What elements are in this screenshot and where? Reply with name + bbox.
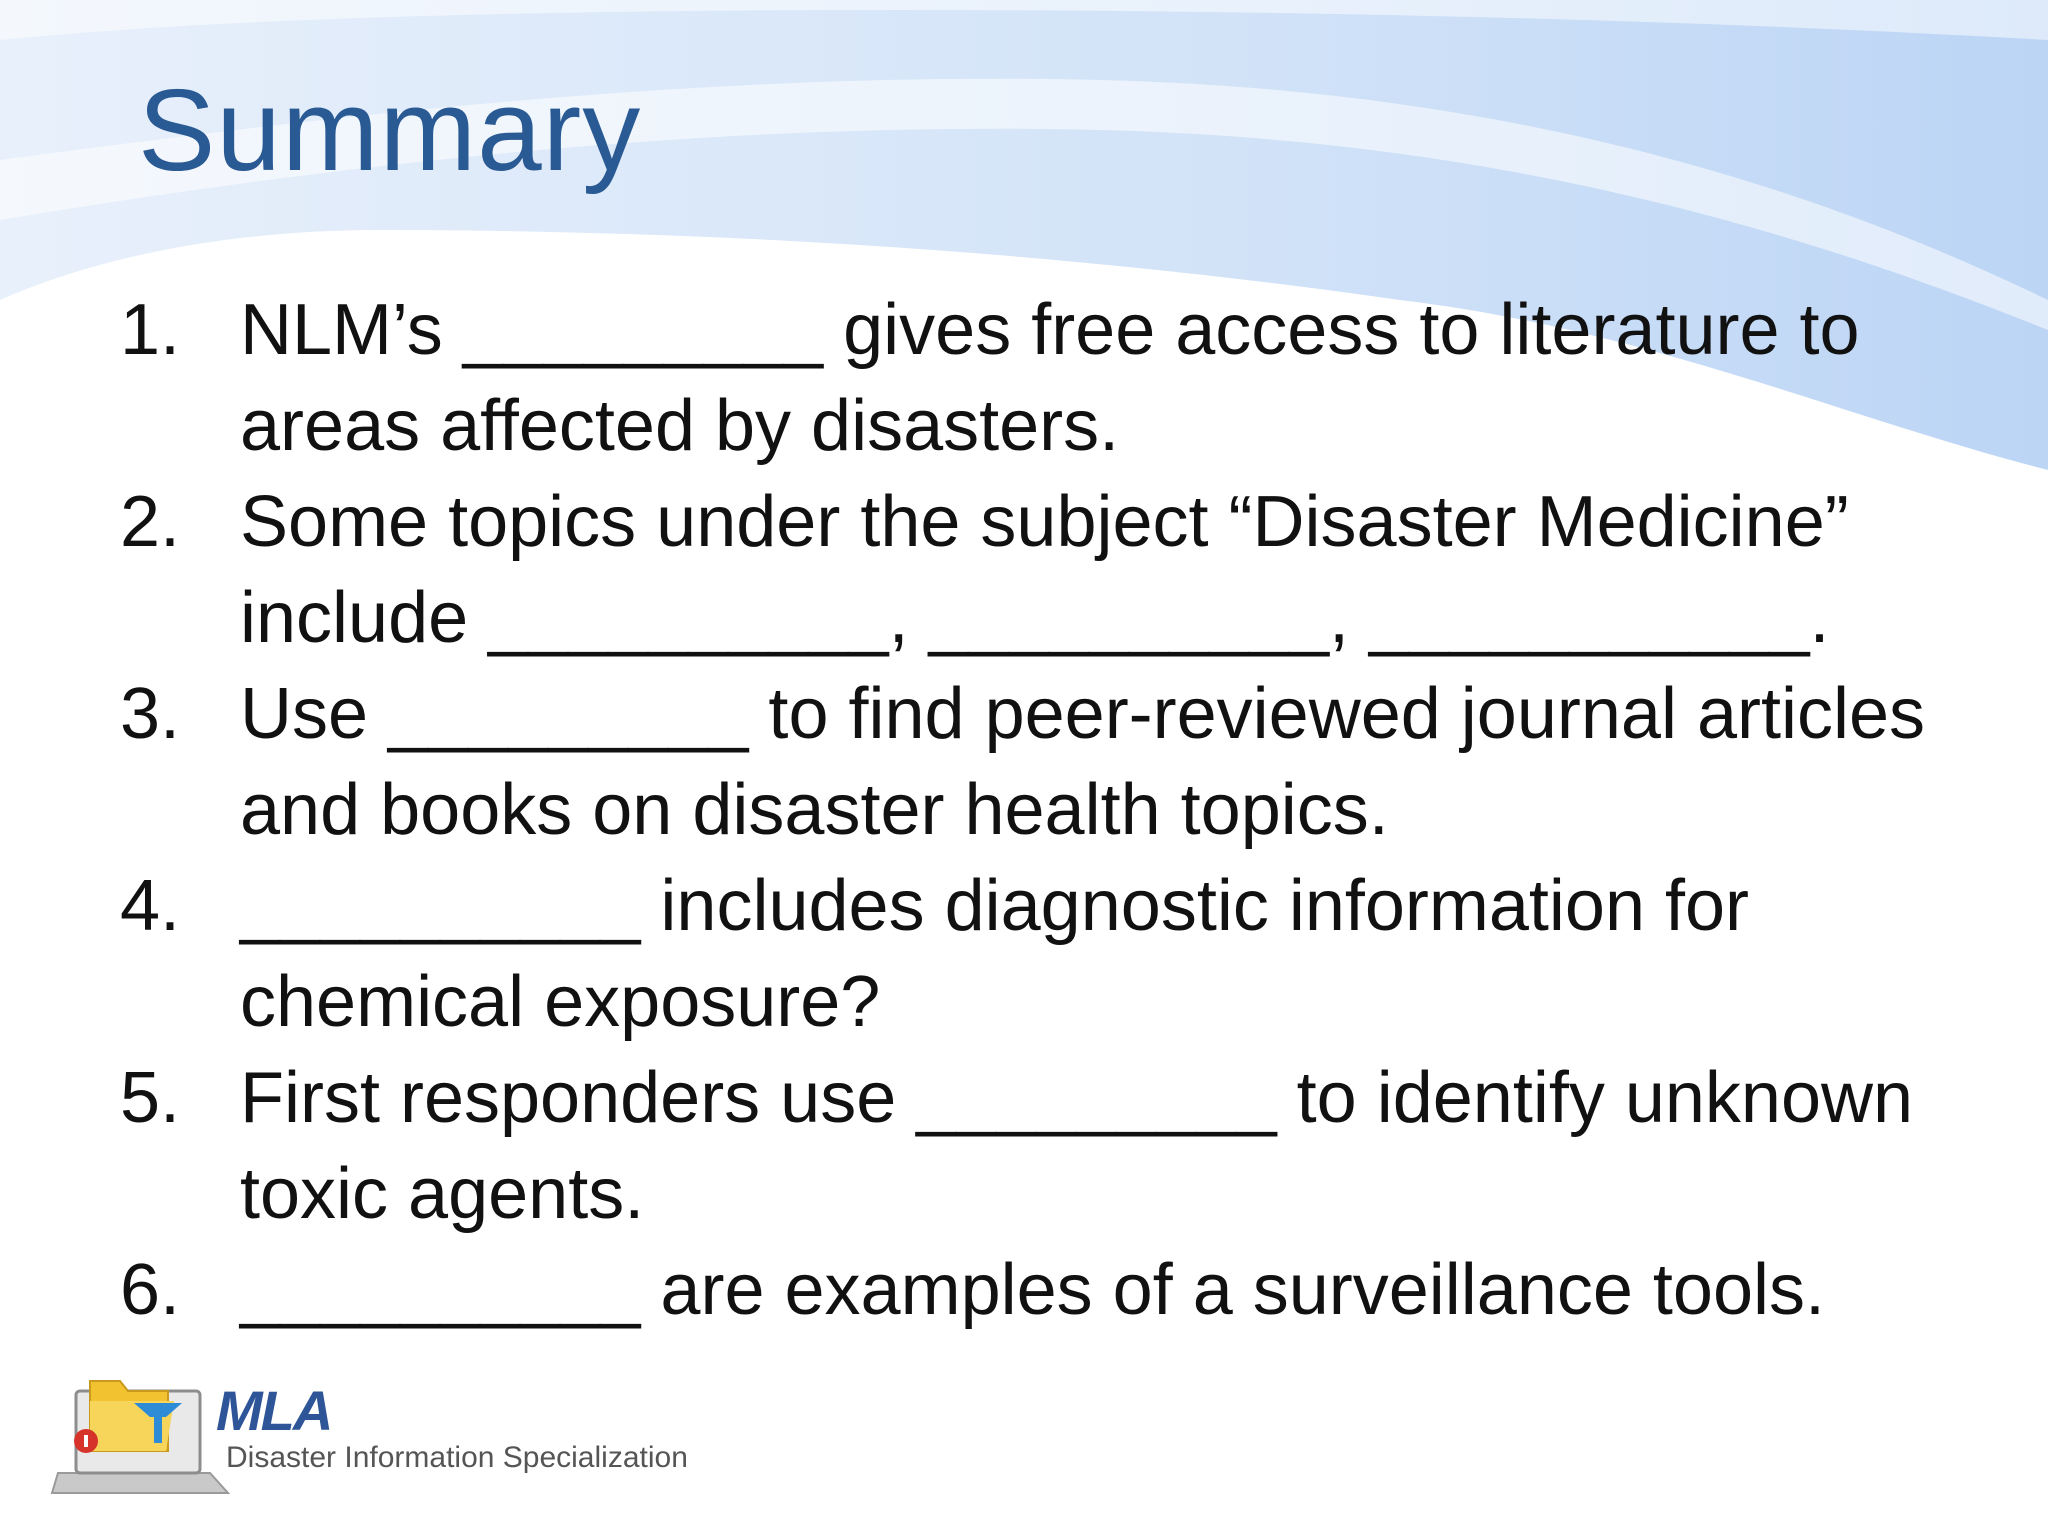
list-item [120, 666, 1980, 858]
item-number: 5. [120, 1058, 181, 1138]
mla-logo [50, 1355, 770, 1505]
item-text: Use _________ to find peer-reviewed journal articles and books on disaster health topics. [240, 674, 1926, 850]
item-text: __________ includes diagnostic information for chemical exposure? [240, 866, 1750, 1042]
item-number: 1. [120, 290, 181, 370]
item-number: 6. [120, 1250, 181, 1330]
item-number: 2. [120, 482, 181, 562]
item-number: 4. [120, 866, 181, 946]
item-text: NLM’s _________ gives free access to literature to areas affected by disasters. [240, 290, 1860, 466]
logo-tagline: Disaster Information Specialization [226, 1441, 688, 1474]
item-text: __________ are examples of a surveillance tools. [240, 1250, 1826, 1330]
list-item [120, 858, 1980, 1050]
item-text: First responders use _________ to identify unknown toxic agents. [240, 1058, 1914, 1234]
logo-mark-text: MLA [216, 1379, 332, 1442]
list-item [120, 1050, 1980, 1242]
list-item [120, 282, 1980, 474]
laptop-folder-icon [50, 1355, 240, 1505]
list-item [120, 1242, 1980, 1338]
list-item [120, 474, 1980, 666]
item-text: Some topics under the subject “Disaster Medicine” include __________, __________, ___________. [240, 482, 1849, 658]
item-number: 3. [120, 674, 181, 754]
summary-question-list [120, 282, 1980, 1338]
slide-title: Summary [138, 65, 642, 195]
